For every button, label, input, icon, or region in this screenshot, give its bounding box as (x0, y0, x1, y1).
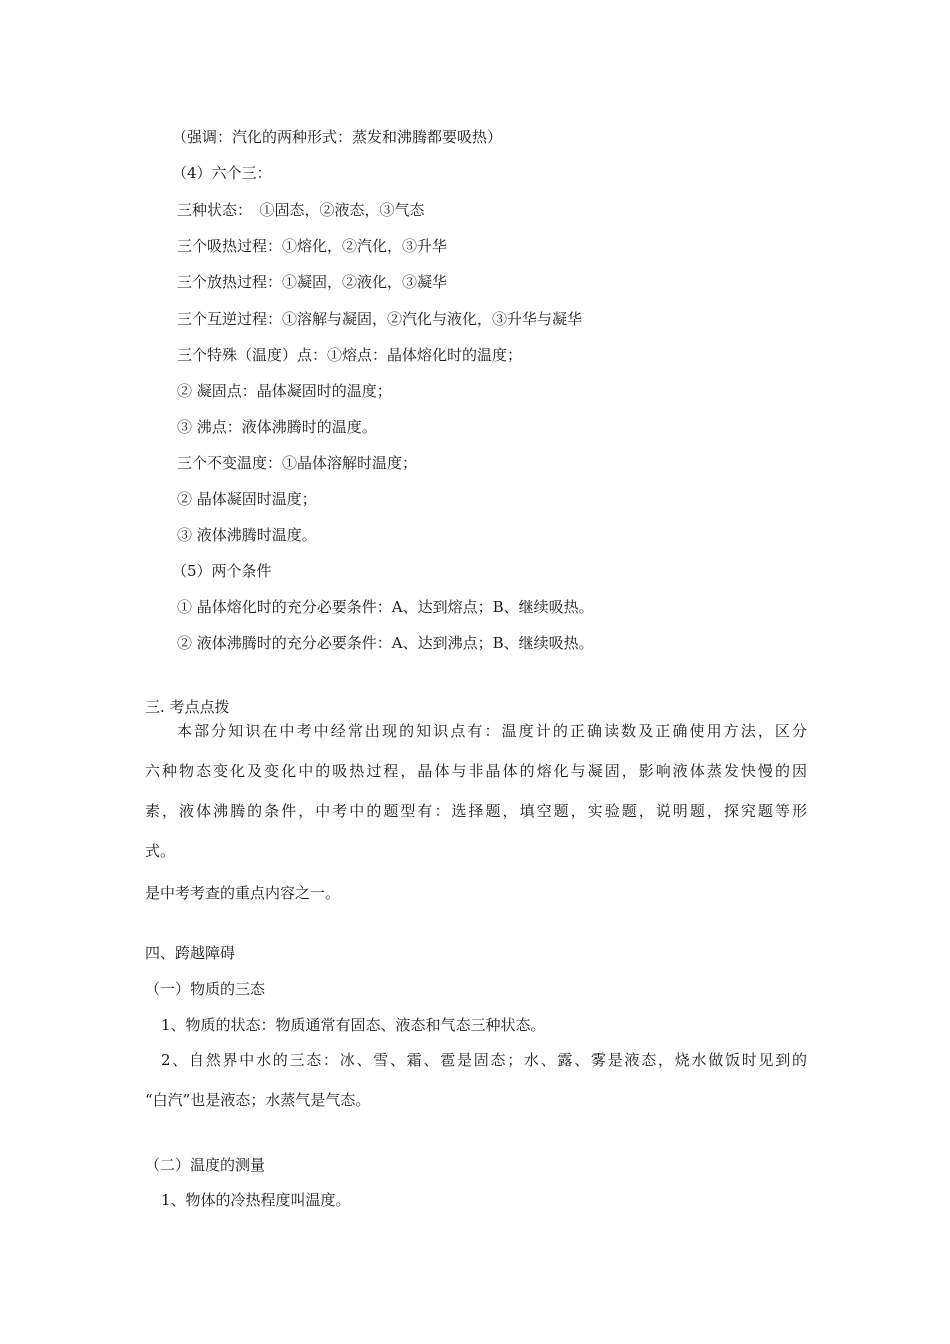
three-absorb-line: 三个吸热过程：①熔化，②汽化，③升华 (177, 237, 448, 255)
section4-heading: 四、跨越障碍 (145, 944, 236, 962)
three-points-line-2: ② 凝固点：晶体凝固时的温度； (177, 382, 392, 400)
six-threes-heading: （4）六个三： (172, 164, 272, 182)
sub2-item-1: 1、物体的冷热程度叫温度。 (161, 1191, 351, 1209)
three-constant-line-3: ③ 液体沸腾时温度。 (177, 526, 317, 544)
section3-line-2: 六种物态变化及变化中的吸热过程，晶体与非晶体的熔化与凝固，影响液体蒸发快慢的因 (145, 762, 807, 780)
three-release-line: 三个放热过程：①凝固，②液化，③凝华 (177, 273, 448, 291)
condition-line-2: ② 液体沸腾时的充分必要条件：A、达到沸点；B、继续吸热。 (177, 634, 594, 652)
section3-line-4: 式。 (145, 842, 176, 860)
three-inverse-line: 三个互逆过程：①溶解与凝固，②汽化与液化，③升华与凝华 (177, 310, 583, 328)
emphasis-note: （强调：汽化的两种形式：蒸发和沸腾都要吸热） (172, 128, 503, 146)
three-points-line-1: 三个特殊（温度）点：①熔点：晶体熔化时的温度； (177, 346, 523, 364)
sub1-item-2-line-1: 2、自然界中水的三态：冰、雪、霜、雹是固态；水、露、雾是液态，烧水做饭时见到的 (161, 1051, 807, 1069)
three-states-line: 三种状态： ①固态，②液态，③气态 (177, 201, 425, 219)
sub1-item-2-line-2: “白汽”也是液态；水蒸气是气态。 (145, 1091, 371, 1109)
sub1-item-1: 1、物质的状态：物质通常有固态、液态和气态三种状态。 (161, 1016, 546, 1034)
section3-line-3: 素，液体沸腾的条件，中考中的题型有：选择题，填空题，实验题，说明题，探究题等形 (145, 802, 807, 820)
three-constant-line-2: ② 晶体凝固时温度； (177, 490, 317, 508)
section3-line-5: 是中考考查的重点内容之一。 (145, 884, 341, 902)
section3-line-1: 本部分知识在中考中经常出现的知识点有：温度计的正确读数及正确使用方法，区分 (177, 722, 807, 740)
sub1-heading: （一）物质的三态 (145, 980, 266, 998)
three-points-line-3: ③ 沸点：液体沸腾时的温度。 (177, 418, 377, 436)
condition-line-1: ① 晶体熔化时的充分必要条件：A、达到熔点；B、继续吸热。 (177, 598, 594, 616)
section3-heading: 三. 考点点拨 (145, 698, 230, 716)
two-conditions-heading: （5）两个条件 (172, 562, 272, 580)
sub2-heading: （二）温度的测量 (145, 1156, 266, 1174)
sub1-item-2-paragraph (145, 1040, 807, 1120)
section3-paragraph (145, 711, 807, 871)
three-constant-line-1: 三个不变温度：①晶体溶解时温度； (177, 454, 418, 472)
